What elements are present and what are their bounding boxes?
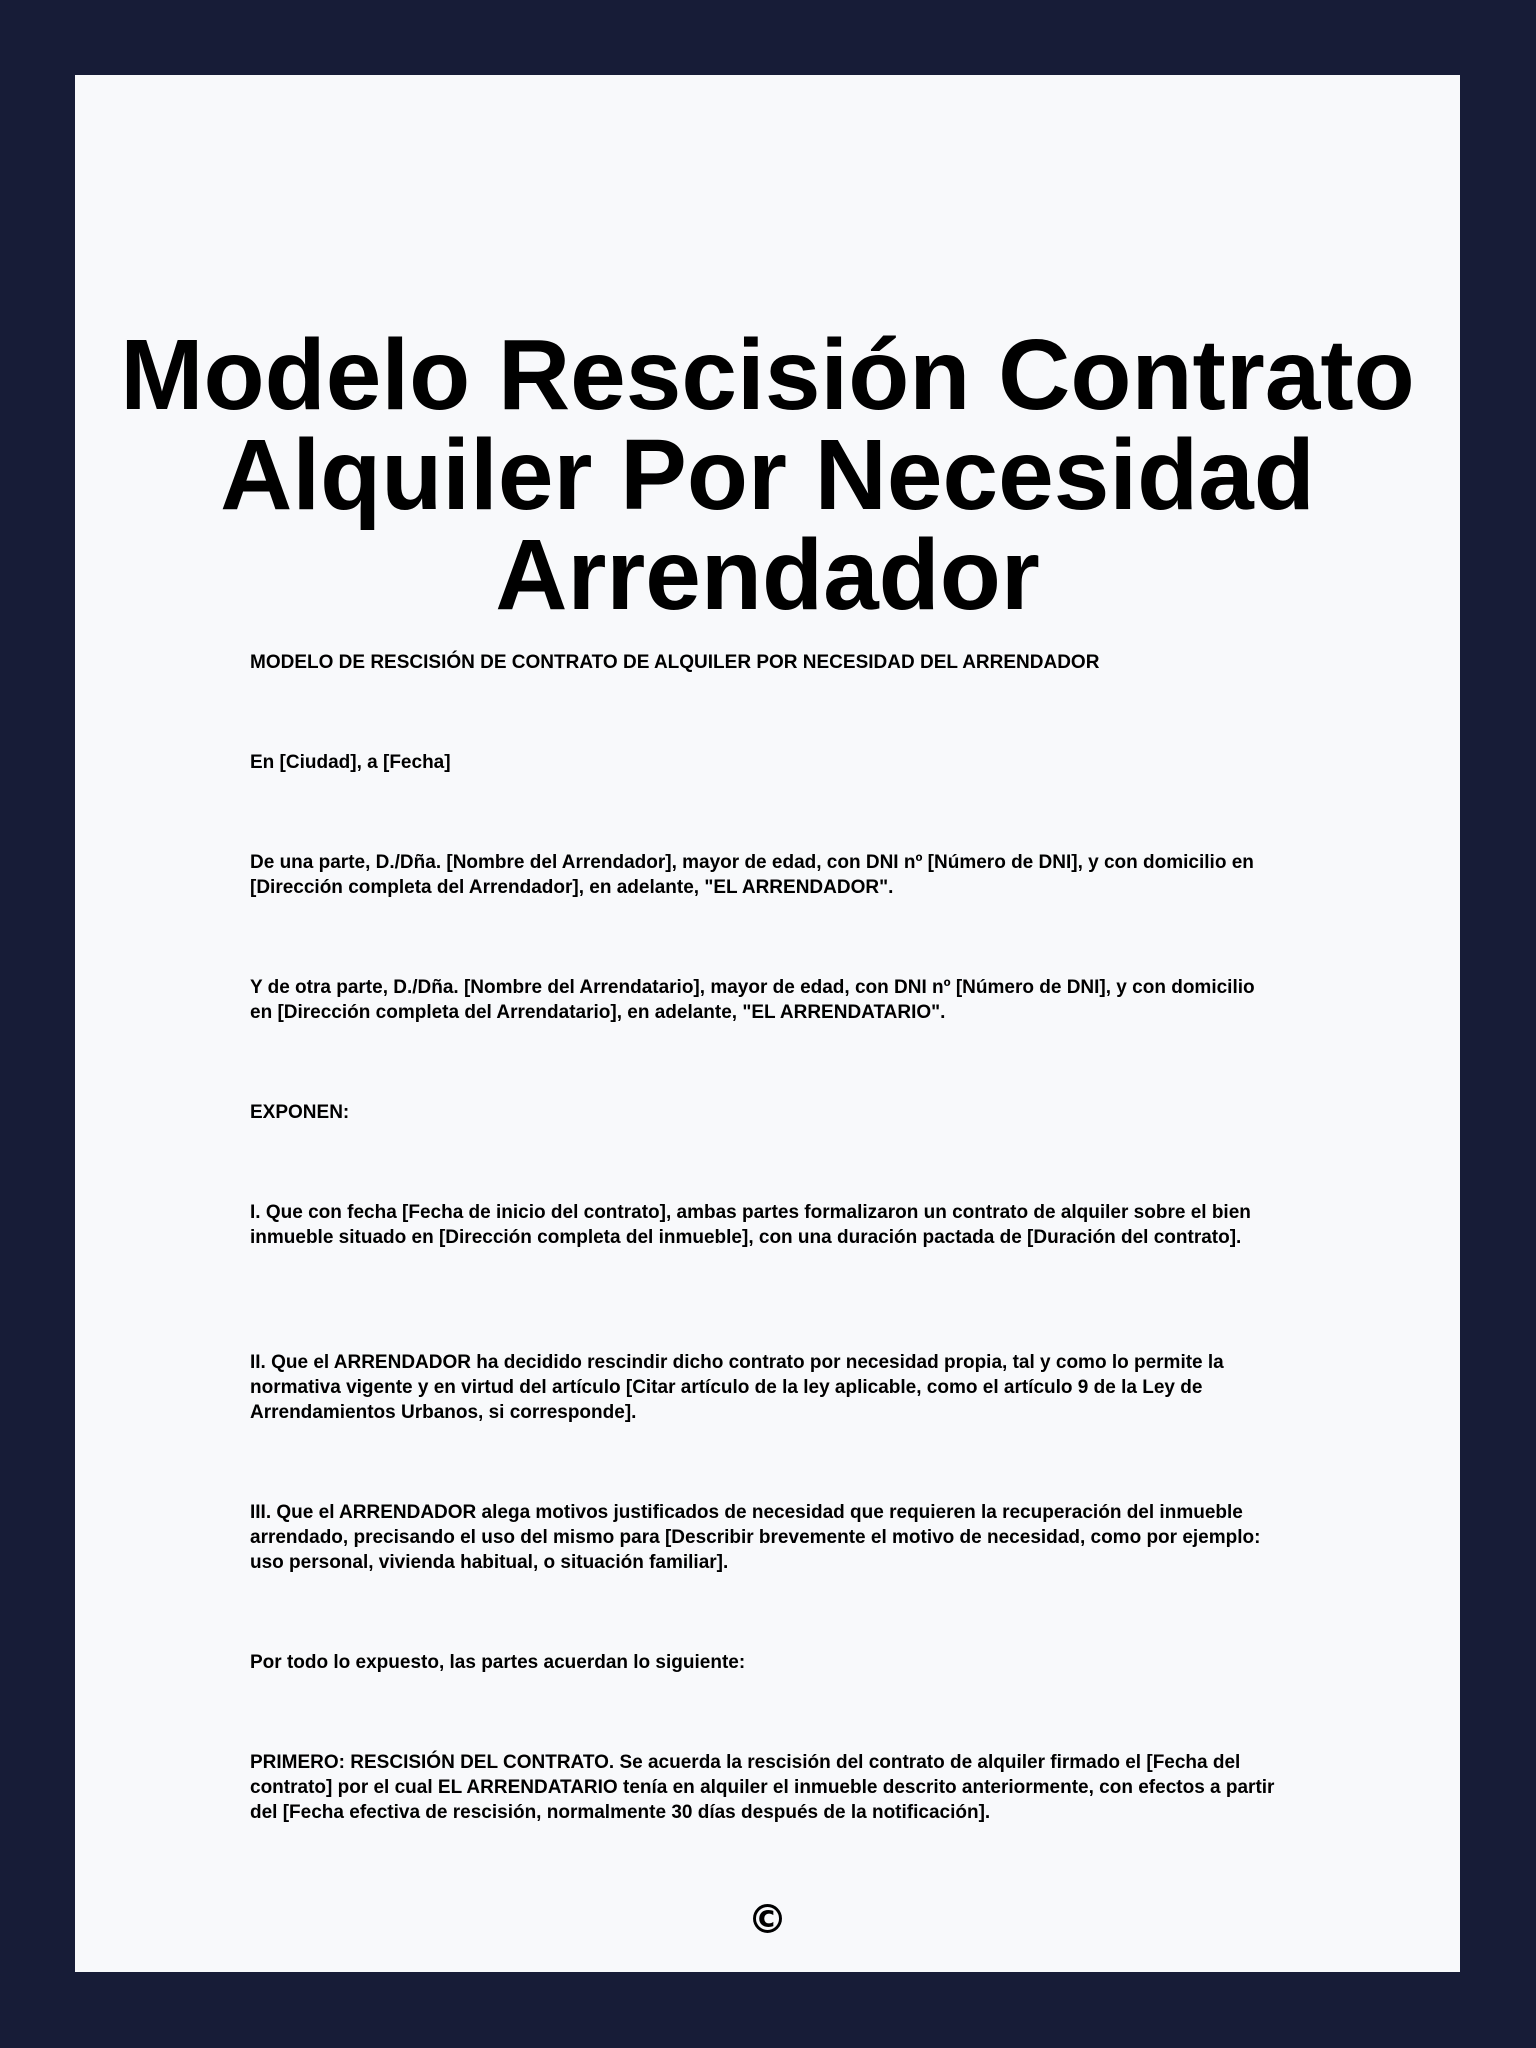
page-title	[75, 319, 1460, 631]
title-line-3: Arrendador	[495, 519, 1040, 631]
title-line-1: Modelo Rescisión Contrato	[120, 319, 1415, 431]
document-heading: MODELO DE RESCISIÓN DE CONTRATO DE ALQUILER POR NECESIDAD DEL ARRENDADOR	[250, 652, 1100, 673]
tenant-party-paragraph: Y de otra parte, D./Dña. [Nombre del Arrendatario], mayor de edad, con DNI nº [Número de DNI], y con domicilio en [Dirección completa del Arrendatario], en adelante, "EL ARRENDATARIO".	[250, 977, 1255, 1023]
clause-primero-paragraph: PRIMERO: RESCISIÓN DEL CONTRATO. Se acuerda la rescisión del contrato de alquiler firmado el [Fecha del contrato] por el cual EL ARRENDATARIO tenía en alquiler el inmueble descrito anteriormente, con efectos a partir del [Fecha efectiva de rescisión, normalmente 30 días después de la notificación].	[250, 1752, 1275, 1823]
recital-i-paragraph: I. Que con fecha [Fecha de inicio del contrato], ambas partes formalizaron un contrato de alquiler sobre el bien inmueble situado en [Dirección completa del inmueble], con una duración pactada de [Duración del contrato].	[250, 1202, 1251, 1248]
recital-ii-paragraph: II. Que el ARRENDADOR ha decidido rescindir dicho contrato por necesidad propia, tal y como lo permite la normativa vigente y en virtud del artículo [Citar artículo de la ley aplicable, como el artículo 9 de la Ley de Arrendamientos Urbanos, si corresponde].	[250, 1352, 1224, 1423]
place-date-line: En [Ciudad], a [Fecha]	[250, 752, 451, 773]
exponen-heading: EXPONEN:	[250, 1102, 350, 1123]
agreement-intro-paragraph: Por todo lo expuesto, las partes acuerdan lo siguiente:	[250, 1652, 746, 1673]
title-line-2: Alquiler Por Necesidad	[220, 419, 1315, 531]
document-page	[75, 75, 1460, 1972]
landlord-party-paragraph: De una parte, D./Dña. [Nombre del Arrendador], mayor de edad, con DNI nº [Número de DNI], y con domicilio en [Dirección completa del Arrendador], en adelante, "EL ARRENDADOR".	[250, 852, 1254, 898]
copyright-icon: ©	[747, 1897, 788, 1943]
recital-iii-paragraph: III. Que el ARRENDADOR alega motivos justificados de necesidad que requieren la recuperación del inmueble arrendado, precisando el uso del mismo para [Describir brevemente el motivo de necesidad, como por ejemplo: uso personal, vivienda habitual, o situación familiar].	[250, 1502, 1261, 1573]
